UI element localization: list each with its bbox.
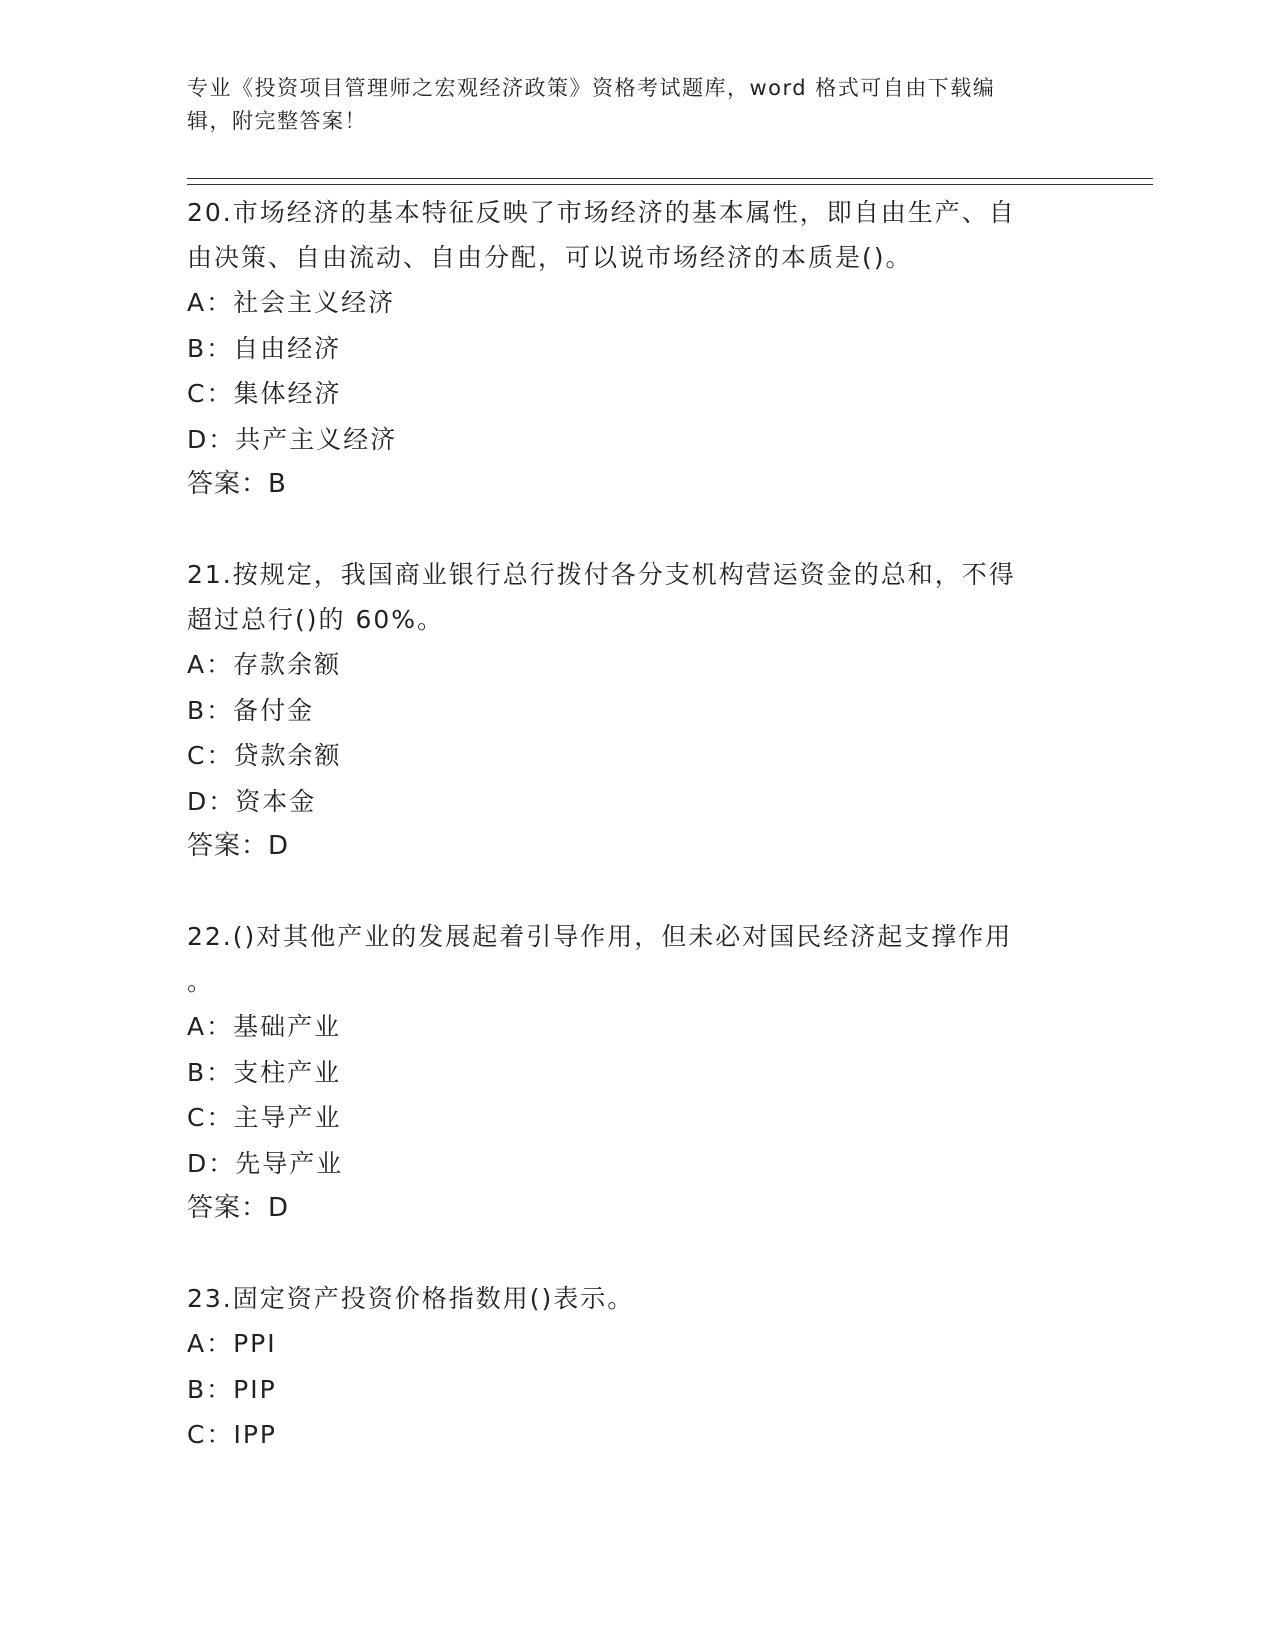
option-d	[187, 417, 1087, 463]
option-a	[187, 1004, 1087, 1050]
document-header	[187, 72, 1087, 138]
question-text	[187, 1276, 1087, 1321]
question-list	[187, 190, 1087, 1503]
option-d	[187, 1141, 1087, 1187]
question-text	[187, 552, 1087, 642]
header-line-2: 辑，附完整答案！	[187, 109, 367, 133]
option-text: 自由经济	[233, 333, 342, 363]
header-divider-bottom	[187, 184, 1153, 185]
option-letter: C：	[187, 379, 234, 408]
option-text: IPP	[233, 1420, 277, 1449]
option-text: 支柱产业	[233, 1057, 342, 1087]
question-21	[187, 552, 1087, 869]
option-text: 存款余额	[233, 650, 342, 679]
option-letter: D：	[187, 424, 236, 454]
option-b	[187, 326, 1087, 372]
option-text: 主导产业	[233, 1103, 342, 1132]
option-letter: B：	[187, 333, 234, 363]
option-c	[187, 1412, 1087, 1458]
option-c	[187, 1095, 1087, 1141]
option-a	[187, 642, 1087, 688]
header-divider-top	[187, 178, 1153, 179]
option-letter: D：	[187, 1148, 236, 1178]
option-text: 集体经济	[233, 379, 342, 408]
answer: 答案：B	[187, 469, 287, 499]
question-text	[187, 914, 1087, 1004]
question-20	[187, 190, 1087, 507]
question-text-line: 22.()对其他产业的发展起着引导作用，但未必对国民经济起支撑作用	[187, 922, 1013, 951]
option-text: 贷款余额	[233, 741, 342, 770]
question-text-line: 。	[187, 967, 215, 996]
option-a	[187, 280, 1087, 326]
option-c	[187, 371, 1087, 417]
option-text: PPI	[233, 1329, 277, 1358]
option-letter: C：	[187, 1103, 234, 1132]
option-text: 共产主义经济	[235, 424, 398, 454]
option-d	[187, 779, 1087, 825]
question-text-line: 20.市场经济的基本特征反映了市场经济的基本属性，即自由生产、自	[187, 198, 1016, 227]
option-text: 基础产业	[233, 1012, 342, 1041]
option-letter: D：	[187, 786, 236, 816]
option-letter: A：	[187, 1012, 234, 1041]
header-line-1: 专业《投资项目管理师之宏观经济政策》资格考试题库，word 格式可自由下载编	[187, 76, 996, 100]
question-text-line: 超过总行()的 60%。	[187, 605, 445, 634]
option-b	[187, 1050, 1087, 1096]
option-b	[187, 1367, 1087, 1413]
question-22	[187, 914, 1087, 1231]
option-letter: A：	[187, 650, 234, 679]
answer: 答案：D	[187, 1193, 290, 1223]
option-letter: A：	[187, 1329, 234, 1358]
option-letter: A：	[187, 288, 234, 317]
option-text: 社会主义经济	[233, 288, 396, 317]
option-text: PIP	[233, 1374, 277, 1404]
question-text-line: 21.按规定，我国商业银行总行拨付各分支机构营运资金的总和，不得	[187, 560, 1016, 589]
option-letter: B：	[187, 1374, 234, 1404]
option-letter: C：	[187, 1420, 234, 1449]
option-text: 备付金	[233, 695, 315, 725]
question-23	[187, 1276, 1087, 1458]
option-a	[187, 1321, 1087, 1367]
option-letter: B：	[187, 1057, 234, 1087]
answer: 答案：D	[187, 831, 290, 861]
question-text	[187, 190, 1087, 280]
question-text-line: 23.固定资产投资价格指数用()表示。	[187, 1284, 635, 1313]
option-c	[187, 733, 1087, 779]
option-letter: B：	[187, 695, 234, 725]
option-text: 资本金	[235, 786, 317, 816]
option-letter: C：	[187, 741, 234, 770]
option-b	[187, 688, 1087, 734]
question-text-line: 由决策、自由流动、自由分配，可以说市场经济的本质是()。	[187, 243, 913, 272]
option-text: 先导产业	[235, 1148, 344, 1178]
